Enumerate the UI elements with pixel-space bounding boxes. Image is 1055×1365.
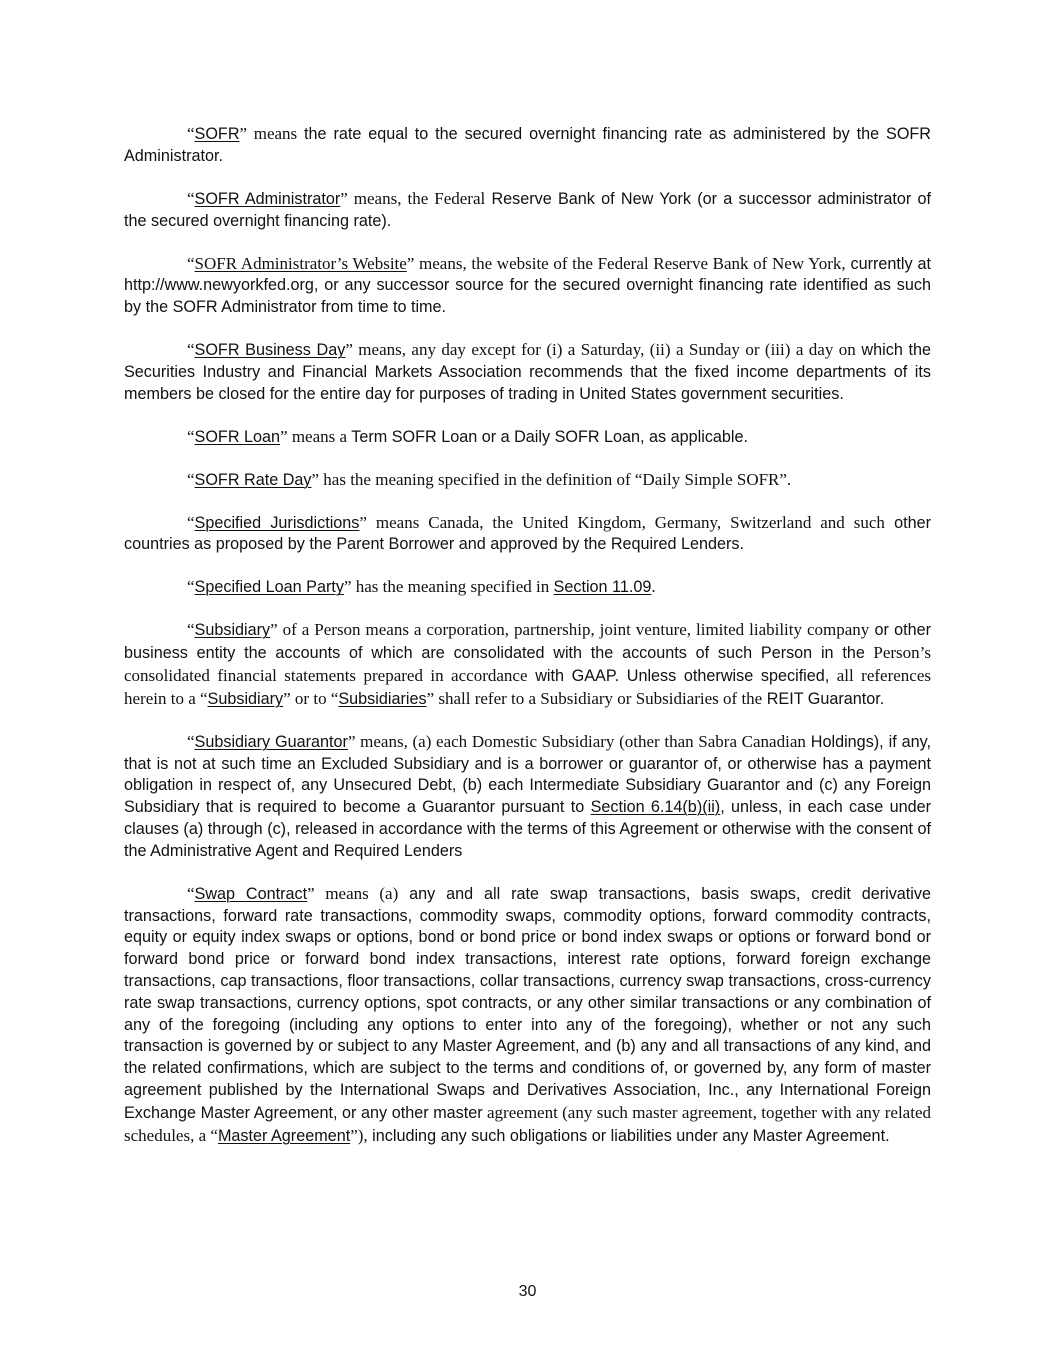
definition-tail: ” shall refer to a Subsidiary or Subsidiaries of the	[426, 688, 763, 708]
definition-lead: of a Person means a corporation, partnership, joint venture, limited liability company	[277, 620, 870, 640]
quote-close: ”	[239, 124, 248, 143]
definition-body: the rate equal to the secured overnight financing rate as administered by the SOFR Administrator.	[124, 125, 931, 165]
definition-body: Reserve Bank of New York (or a successor administrator of the secured overnight financing rate).	[124, 189, 931, 230]
definition-tail: ” or to “	[283, 688, 339, 708]
defined-term: Specified Jurisdictions	[194, 513, 360, 532]
definition-body: with GAAP. Unless otherwise specified,	[527, 667, 830, 686]
defined-term: Subsidiary	[194, 621, 271, 640]
quote-open: “	[187, 512, 195, 532]
defined-term: SOFR	[194, 125, 240, 143]
quote-open: “	[187, 620, 195, 640]
section-reference: Section 6.14(b)(ii)	[590, 798, 721, 817]
section-reference: Section 11.09	[553, 578, 652, 597]
definition-body: which the Securities Industry and Financial Markets Association recommends that the fixed income departments of its members be closed for the entire day for purposes of trading in United States government securities.	[124, 341, 931, 403]
defined-term: Specified Loan Party	[194, 578, 344, 597]
defined-term: Subsidiary Guarantor	[194, 732, 348, 751]
definition-end: .	[651, 577, 656, 597]
definition-body: currently at http://www.newyorkfed.org, or any successor source for the secured overnight financing rate identified as such by the SOFR Administrator from time to time.	[124, 254, 931, 317]
defined-term: SOFR Administrator	[194, 189, 341, 208]
definition-end: REIT Guarantor.	[762, 689, 885, 708]
quote-close: ”	[359, 512, 367, 532]
quote-open: “	[187, 883, 195, 903]
quote-close: ”	[270, 620, 278, 640]
definition-body: or other business entity the accounts of which are consolidated with the accounts of such Person in the	[124, 621, 931, 663]
defined-term: Swap Contract	[194, 884, 308, 903]
defined-term: SOFR Administrator’s Website	[194, 253, 407, 273]
defined-term: SOFR Loan	[194, 427, 281, 446]
quote-close: ”	[307, 883, 315, 903]
definition-end: , unless, in each case under clauses (a) through (c), released in accordance with the terms of this Agreement or otherwise with the consent of the Administrative Agent and Required Lenders	[124, 798, 931, 860]
definition-subsidiary	[124, 619, 931, 710]
definition-specified-jurisdictions	[124, 512, 931, 557]
quote-open: “	[187, 124, 195, 143]
definition-lead: means, (a) each Domestic Subsidiary (other than Sabra Canadian	[355, 731, 806, 751]
defined-term: SOFR Rate Day	[194, 470, 312, 489]
definition-end: including any such obligations or liabilities under any Master Agreement.	[367, 1126, 890, 1145]
quote-close: ”	[347, 731, 356, 751]
definition-lead: has the meaning specified in the definition of “Daily Simple SOFR”.	[319, 469, 792, 489]
definition-lead: means a	[287, 426, 348, 446]
definition-sofr-loan	[124, 426, 931, 449]
page-number: 30	[518, 1283, 537, 1300]
definition-swap-contract	[124, 883, 931, 1148]
quote-open: “	[187, 469, 195, 489]
quote-close: ”),	[350, 1125, 368, 1145]
definition-mid: Person’s consolidated financial statements prepared in accordance	[124, 643, 931, 686]
quote-open: “	[187, 188, 195, 208]
defined-term: SOFR Business Day	[194, 341, 346, 360]
quote-close: ”	[280, 426, 288, 446]
definition-body: any and all rate swap transactions, basis swaps, credit derivative transactions, forward rate transactions, commodity swaps, commodity options, forward commodity contracts, equity or equity index swaps or options, bond or bond price or bond index swaps or options or forward bond or forward bond price or forward bond index transactions, interest rate options, forward foreign exchange transactions, cap transactions, floor transactions, collar transactions, currency swap transactions, cross-currency rate swap transactions, currency options, spot contracts, or any other similar transactions or any combination of any of the foregoing (including any options to enter into any of the foregoing), whether or not any such transaction is governed by or subject to any Master Agreement, and (b) any and all transactions of any kind, and the related confirmations, which are subject to the terms and conditions of, or governed by, any form of master agreement published by the International Swaps and Derivatives Association, Inc., any International Foreign Exchange Master Agreement, or any other master	[124, 884, 931, 1122]
quote-open: “	[187, 426, 195, 446]
definition-sofr-administrator	[124, 188, 931, 233]
definition-specified-loan-party	[124, 576, 931, 599]
quote-open: “	[187, 340, 195, 360]
definition-subsidiary-guarantor	[124, 731, 931, 863]
quote-close: ”	[406, 253, 415, 273]
quote-open: “	[187, 577, 195, 597]
definition-lead: means (a)	[314, 883, 399, 903]
definition-body: Holdings), if any, that is not at such time an Excluded Subsidiary and is a borrower or guarantor of, or otherwise has a payment obligation in respect of, any Unsecured Debt, (b) each Intermediate Subsidiary Guarantor and (c) any Foreign Subsidiary that is required to become a Guarantor pursuant to	[124, 732, 931, 817]
definition-lead: means Canada, the United Kingdom, Germany, Switzerland and such	[366, 512, 885, 532]
definition-lead: means, any day except for (i) a Saturday, (ii) a Sunday or (iii) a day on	[352, 340, 856, 360]
term-reference: Master Agreement	[217, 1126, 351, 1145]
definition-lead: means, the website of the Federal Reserve Bank of New York,	[414, 253, 846, 273]
definition-sofr-rate-day	[124, 469, 931, 492]
quote-close: ”	[343, 577, 352, 597]
definition-tail: all references herein to a “	[124, 666, 932, 708]
definition-sofr-administrators-website	[124, 253, 931, 319]
definition-lead: means, the Federal	[347, 188, 486, 208]
definition-lead: means	[247, 124, 298, 143]
definition-mid: agreement (any such master agreement, together with any related schedules, a “	[124, 1102, 931, 1145]
document-page	[124, 123, 931, 1168]
term-reference: Subsidiary	[207, 689, 284, 708]
quote-open: “	[187, 253, 195, 273]
definition-sofr	[124, 123, 931, 168]
definition-sofr-business-day	[124, 339, 931, 405]
quote-open: “	[187, 731, 195, 751]
term-reference: Subsidiaries	[338, 689, 427, 708]
quote-close: ”	[345, 340, 353, 360]
definition-lead: has the meaning specified in	[351, 577, 554, 597]
quote-close: ”	[340, 188, 348, 208]
quote-close: ”	[311, 469, 320, 489]
definition-body: Term SOFR Loan or a Daily SOFR Loan, as applicable.	[347, 427, 749, 446]
definition-body: other countries as proposed by the Parent Borrower and approved by the Required Lenders.	[124, 513, 932, 554]
